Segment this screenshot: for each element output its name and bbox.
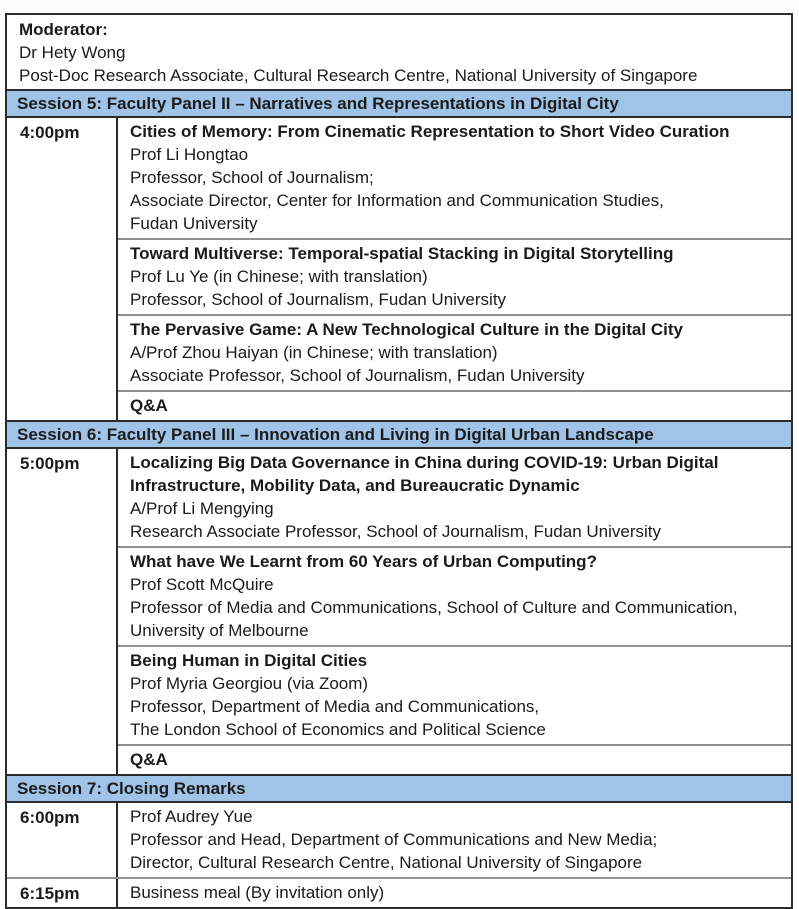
session-7-content-1 (118, 803, 791, 877)
session-5-header: Session 5: Faculty Panel II – Narratives and Representations in Digital City (7, 89, 791, 118)
session-6-talks (118, 449, 791, 774)
talk (118, 546, 791, 645)
speaker-line: Professor, Department of Media and Communications, (130, 697, 540, 716)
session-7-time-2: 6:15pm (7, 879, 118, 907)
speaker-line: Professor, School of Journalism, Fudan University (130, 290, 507, 309)
talk (118, 645, 791, 744)
moderator-name: Dr Hety Wong (19, 43, 126, 62)
talk-title: What have We Learnt from 60 Years of Urban Computing? (130, 552, 597, 571)
session-7-row (7, 803, 791, 877)
talk-title: Localizing Big Data Governance in China during COVID-19: Urban Digital Infrastructure, Mobility Data, and Bureaucratic Dynamic (130, 453, 719, 495)
talk-title: The Pervasive Game: A New Technological Culture in the Digital City (130, 320, 683, 339)
session-7-row (7, 877, 791, 907)
conference-schedule-table (5, 13, 793, 909)
speaker-line: The London School of Economics and Political Science (130, 720, 546, 739)
speaker-line: Prof Myria Georgiou (via Zoom) (130, 674, 369, 693)
qa-label: Q&A (130, 396, 168, 415)
speaker-line: Prof Scott McQuire (130, 575, 274, 594)
speaker-line: Prof Lu Ye (in Chinese; with translation) (130, 267, 428, 286)
speaker-line: University of Melbourne (130, 621, 309, 640)
talk (118, 314, 791, 390)
speaker-line: Professor, School of Journalism; (130, 168, 374, 187)
session-6-time: 5:00pm (7, 449, 118, 774)
speaker-line: Director, Cultural Research Centre, National University of Singapore (130, 853, 643, 872)
talk (118, 118, 791, 238)
qa-row (118, 390, 791, 420)
speaker-line: Professor and Head, Department of Communications and New Media; (130, 830, 658, 849)
session-7-content-2 (118, 879, 791, 907)
session-7-time-1: 6:00pm (7, 803, 118, 877)
session-5-talks (118, 118, 791, 420)
speaker-line: A/Prof Zhou Haiyan (in Chinese; with translation) (130, 343, 498, 362)
event-line: Business meal (By invitation only) (130, 883, 385, 902)
session-7-header: Session 7: Closing Remarks (7, 774, 791, 803)
talk (118, 238, 791, 314)
qa-row (118, 744, 791, 774)
session-6-body (7, 449, 791, 774)
speaker-line: Associate Director, Center for Information and Communication Studies, (130, 191, 664, 210)
speaker-line: Prof Audrey Yue (130, 807, 253, 826)
speaker-line: Fudan University (130, 214, 258, 233)
moderator-label: Moderator: (19, 20, 108, 39)
speaker-line: Research Associate Professor, School of Journalism, Fudan University (130, 522, 662, 541)
moderator-block (7, 15, 791, 89)
speaker-line: A/Prof Li Mengying (130, 499, 274, 518)
session-6-header: Session 6: Faculty Panel III – Innovation and Living in Digital Urban Landscape (7, 420, 791, 449)
speaker-line: Professor of Media and Communications, School of Culture and Communication, (130, 598, 738, 617)
session-5-body (7, 118, 791, 420)
moderator-affiliation: Post-Doc Research Associate, Cultural Research Centre, National University of Singapore (19, 66, 698, 85)
session-5-time: 4:00pm (7, 118, 118, 420)
talk (118, 449, 791, 546)
qa-label: Q&A (130, 750, 168, 769)
speaker-line: Associate Professor, School of Journalism, Fudan University (130, 366, 585, 385)
talk-title: Toward Multiverse: Temporal-spatial Stacking in Digital Storytelling (130, 244, 674, 263)
talk-title: Cities of Memory: From Cinematic Representation to Short Video Curation (130, 122, 730, 141)
talk-title: Being Human in Digital Cities (130, 651, 368, 670)
speaker-line: Prof Li Hongtao (130, 145, 249, 164)
